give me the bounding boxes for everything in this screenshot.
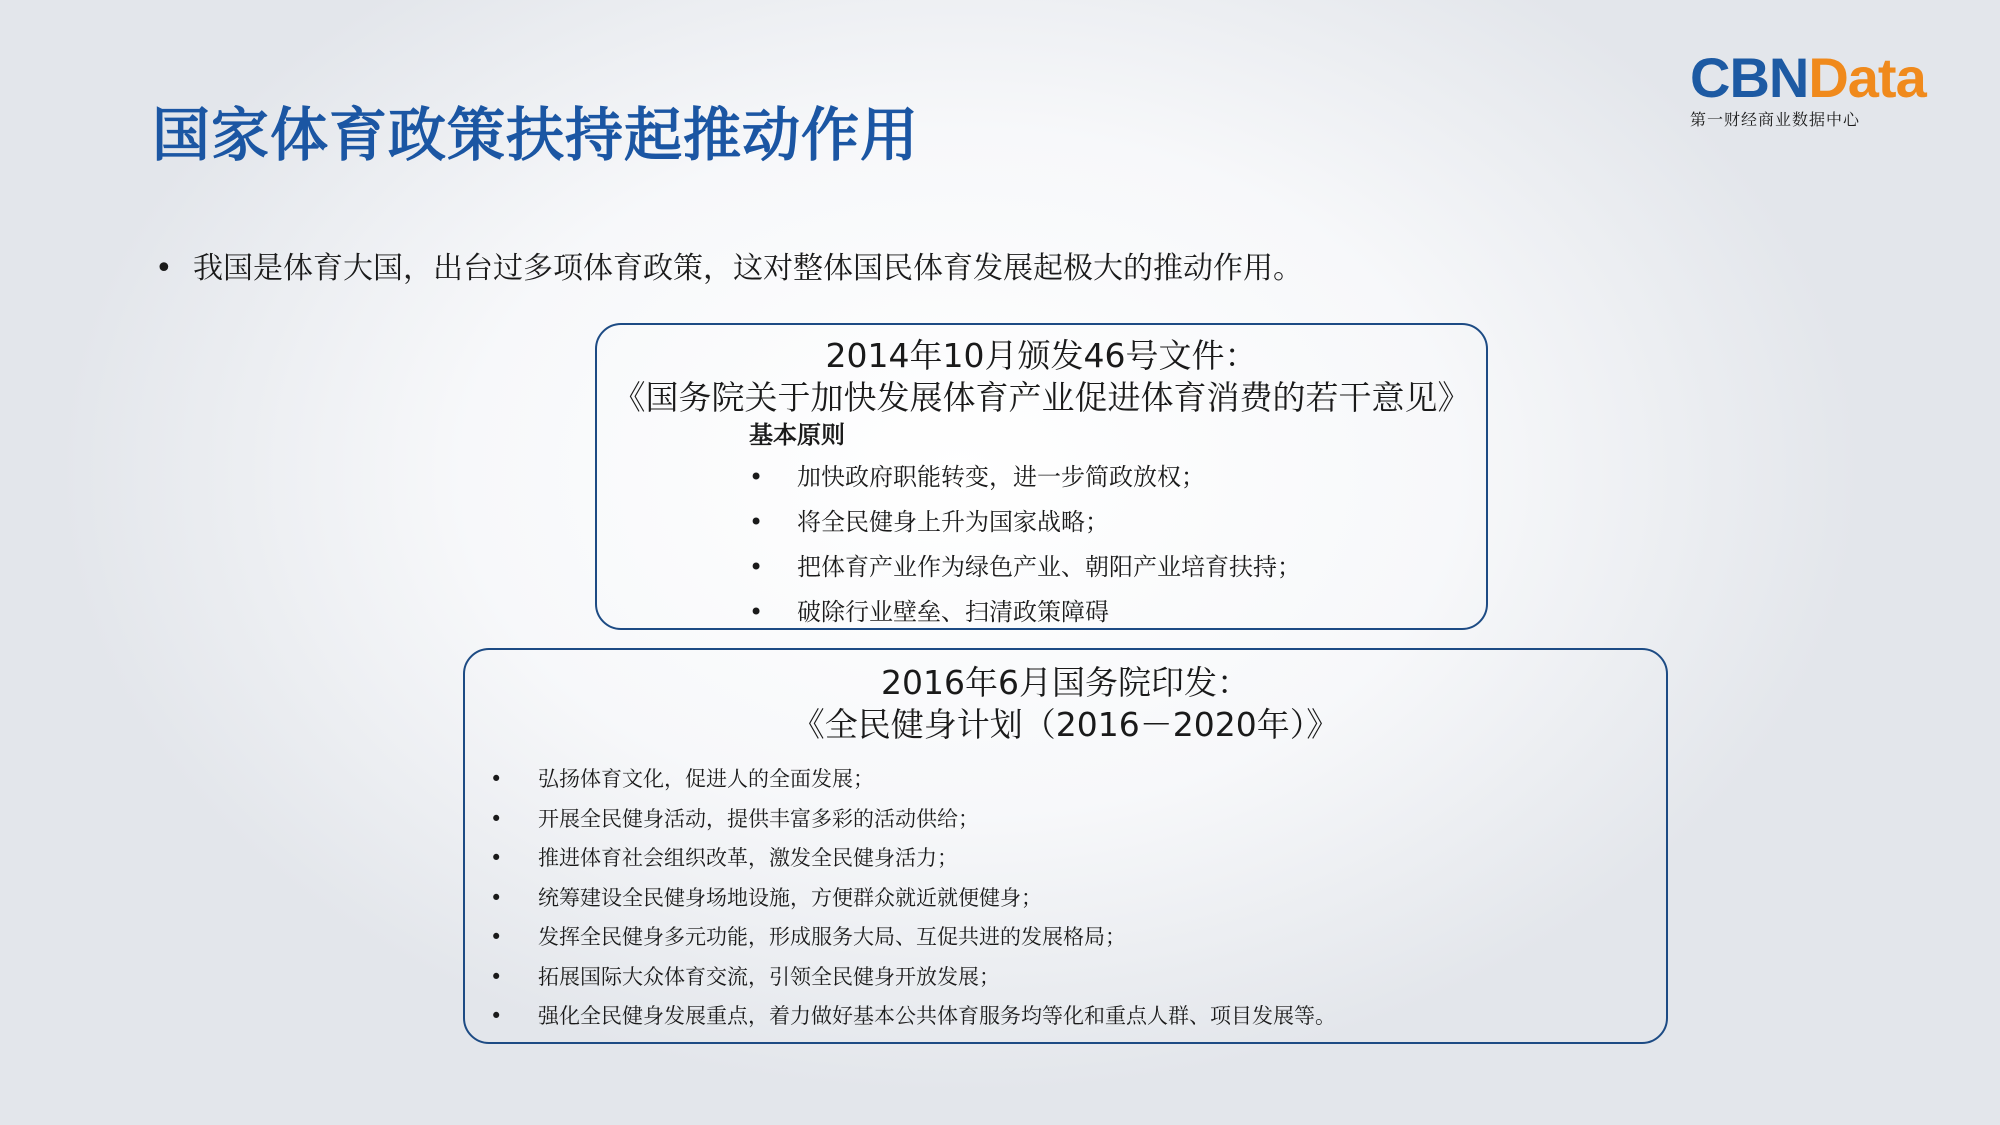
principle-title: 基本原则 — [749, 421, 845, 449]
bullet-icon: • — [490, 964, 503, 989]
list-item — [749, 455, 1301, 500]
list-item-text: 把体育产业作为绿色产业、朝阳产业培育扶持； — [797, 553, 1301, 581]
policy-2016-heading-line2: 《全民健身计划（2016－2020年）》 — [791, 705, 1340, 744]
list-item-text: 拓展国际大众体育交流，引领全民健身开放发展； — [538, 964, 1000, 989]
list-item — [490, 839, 1336, 879]
bullet-icon: • — [155, 251, 173, 286]
list-item — [490, 997, 1336, 1037]
list-item-text: 发挥全民健身多元功能，形成服务大局、互促共进的发展格局； — [538, 925, 1126, 949]
list-item — [749, 500, 1301, 545]
list-item-text: 破除行业壁垒、扫清政策障碍 — [797, 598, 1109, 626]
bullet-icon: • — [749, 598, 764, 626]
cbndata-logo — [1690, 46, 1935, 130]
list-item — [490, 918, 1336, 958]
bullet-icon: • — [490, 767, 503, 791]
policy-2014-heading-line1: 2014年10月颁发46号文件： — [825, 336, 1258, 375]
bullet-icon: • — [490, 885, 503, 910]
policy-2014-box — [595, 323, 1488, 630]
policy-2016-heading — [465, 662, 1666, 746]
intro-paragraph — [155, 243, 1303, 287]
logo-subtitle: 第一财经商业数据中心 — [1690, 110, 1861, 129]
list-item — [490, 800, 1336, 840]
list-item-text: 强化全民健身发展重点，着力做好基本公共体育服务均等化和重点人群、项目发展等。 — [538, 1004, 1336, 1028]
bullet-icon: • — [749, 553, 764, 581]
logo-wordmark — [1690, 46, 1935, 109]
principle-list — [749, 455, 1301, 635]
list-item — [490, 958, 1336, 998]
logo-data-text: Data — [1808, 46, 1926, 109]
policy-2016-heading-line1: 2016年6月国务院印发： — [881, 663, 1250, 702]
list-item — [490, 760, 1336, 800]
list-item-text: 统筹建设全民健身场地设施，方便群众就近就便健身； — [538, 885, 1042, 910]
page-title: 国家体育政策扶持起推动作用 — [152, 101, 920, 169]
bullet-icon: • — [749, 508, 764, 536]
plan-list — [490, 760, 1336, 1037]
bullet-icon: • — [490, 1004, 503, 1028]
list-item-text: 将全民健身上升为国家战略； — [797, 508, 1109, 536]
policy-2014-heading — [597, 335, 1486, 419]
logo-cbn-text: CBN — [1690, 46, 1809, 109]
bullet-icon: • — [490, 806, 503, 831]
policy-2014-heading-line2: 《国务院关于加快发展体育产业促进体育消费的若干意见》 — [612, 378, 1471, 417]
bullet-icon: • — [490, 846, 503, 870]
list-item-text: 加快政府职能转变，进一步简政放权； — [797, 463, 1205, 491]
bullet-icon: • — [749, 463, 764, 491]
intro-text: 我国是体育大国，出台过多项体育政策，这对整体国民体育发展起极大的推动作用。 — [193, 251, 1303, 286]
list-item — [490, 879, 1336, 919]
list-item-text: 推进体育社会组织改革，激发全民健身活力； — [538, 846, 958, 870]
list-item-text: 开展全民健身活动，提供丰富多彩的活动供给； — [538, 806, 979, 831]
policy-2016-box — [463, 648, 1668, 1044]
list-item — [749, 545, 1301, 590]
bullet-icon: • — [490, 925, 503, 949]
list-item — [749, 590, 1301, 635]
list-item-text: 弘扬体育文化，促进人的全面发展； — [538, 767, 874, 791]
